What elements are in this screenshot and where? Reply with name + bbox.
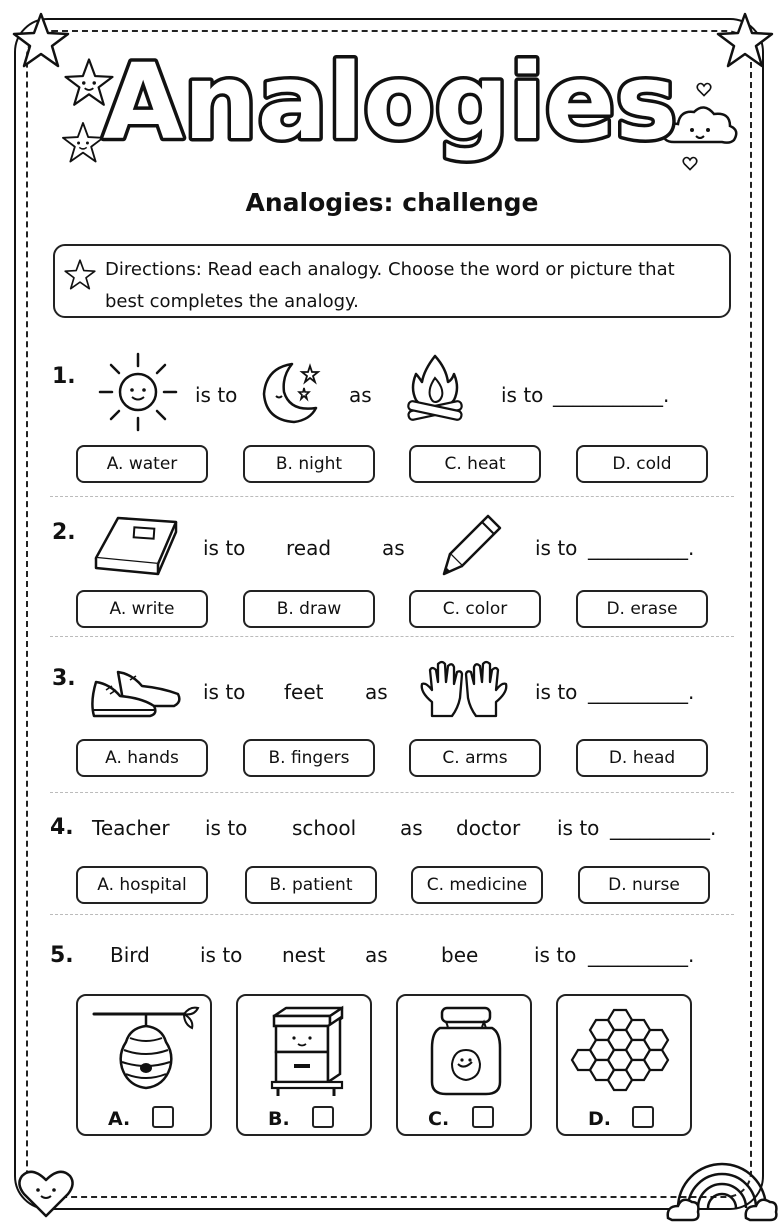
question-2-word: read <box>286 536 332 560</box>
question-5-blank: __________. <box>588 943 695 967</box>
q5-option-c-checkbox[interactable] <box>472 1106 494 1128</box>
q3-option-c[interactable]: C. arms <box>409 739 541 777</box>
question-4-word: is to <box>205 816 248 840</box>
q1-option-d[interactable]: D. cold <box>576 445 708 483</box>
question-3-word: is to <box>203 680 246 704</box>
q3-option-d[interactable]: D. head <box>576 739 708 777</box>
worksheet-title <box>102 38 678 168</box>
q5-option-c-label: C. <box>428 1108 450 1130</box>
star-icon <box>63 258 97 292</box>
q5-option-d-label: D. <box>588 1108 611 1130</box>
q2-option-c[interactable]: C. color <box>409 590 541 628</box>
section-divider <box>50 792 734 793</box>
q4-option-d[interactable]: D. nurse <box>578 866 710 904</box>
question-3-blank: __________. <box>588 680 695 704</box>
sun-icon <box>96 350 180 434</box>
question-4-word: Teacher <box>92 816 170 840</box>
q5-option-b-card[interactable] <box>236 994 372 1136</box>
gloves-icon <box>414 658 514 720</box>
question-2-word: is to <box>203 536 246 560</box>
question-2-word: is to <box>535 536 578 560</box>
honey-jar-icon <box>406 1002 526 1102</box>
q3-option-b[interactable]: B. fingers <box>243 739 375 777</box>
directions-text: Directions: Read each analogy. Choose the word or picture that best completes the analogy. <box>105 259 675 312</box>
question-4-word: is to <box>557 816 600 840</box>
question-3-word: feet <box>284 680 324 704</box>
q1-option-c[interactable]: C. heat <box>409 445 541 483</box>
pencil-icon <box>440 510 506 580</box>
rainbow-icon <box>666 1132 778 1224</box>
question-2-word: as <box>382 536 405 560</box>
question-1-blank: ___________. <box>553 383 670 407</box>
q2-option-a[interactable]: A. write <box>76 590 208 628</box>
question-4-number: 4. <box>50 815 74 840</box>
moon-icon <box>254 356 324 428</box>
sneakers-icon <box>88 664 184 720</box>
q5-option-b-label: B. <box>268 1108 290 1130</box>
honeycomb-icon <box>566 1002 686 1102</box>
question-3-word: is to <box>535 680 578 704</box>
beehive-icon <box>86 1002 206 1102</box>
question-4-word: doctor <box>456 816 521 840</box>
corner-star-icon <box>714 10 776 72</box>
section-divider <box>50 636 734 637</box>
directions-box <box>53 244 731 318</box>
campfire-icon <box>402 352 468 424</box>
q1-option-b[interactable]: B. night <box>243 445 375 483</box>
heart-icon <box>696 82 712 98</box>
q5-option-a-card[interactable] <box>76 994 212 1136</box>
question-5-word: is to <box>200 943 243 967</box>
q5-option-d-checkbox[interactable] <box>632 1106 654 1128</box>
heart-icon <box>16 1166 76 1220</box>
question-2-number: 2. <box>52 520 76 545</box>
q4-option-a[interactable]: A. hospital <box>76 866 208 904</box>
question-4-blank: __________. <box>610 816 717 840</box>
q5-option-b-checkbox[interactable] <box>312 1106 334 1128</box>
question-5-word: is to <box>534 943 577 967</box>
q3-option-a[interactable]: A. hands <box>76 739 208 777</box>
section-divider <box>50 914 734 915</box>
q5-option-c-card[interactable] <box>396 994 532 1136</box>
question-1-word: is to <box>501 383 544 407</box>
q4-option-c[interactable]: C. medicine <box>411 866 543 904</box>
question-2-blank: __________. <box>588 536 695 560</box>
question-5-number: 5. <box>50 943 74 968</box>
question-5-word: bee <box>441 943 479 967</box>
book-icon <box>90 512 180 580</box>
question-5-word: nest <box>282 943 326 967</box>
page-subtitle: Analogies: challenge <box>245 188 539 217</box>
question-5-word: Bird <box>110 943 150 967</box>
question-3-number: 3. <box>52 666 76 691</box>
q5-option-a-checkbox[interactable] <box>152 1106 174 1128</box>
q2-option-b[interactable]: B. draw <box>243 590 375 628</box>
question-1-word: as <box>349 383 372 407</box>
question-1-number: 1. <box>52 364 76 389</box>
title-text: Analogies <box>102 41 678 163</box>
q1-option-a[interactable]: A. water <box>76 445 208 483</box>
section-divider <box>50 496 734 497</box>
heart-icon <box>682 156 698 172</box>
question-4-word: school <box>292 816 357 840</box>
q5-option-a-label: A. <box>108 1108 131 1130</box>
bee-box-icon <box>246 1002 366 1102</box>
q4-option-b[interactable]: B. patient <box>245 866 377 904</box>
q5-option-d-card[interactable] <box>556 994 692 1136</box>
question-5-word: as <box>365 943 388 967</box>
question-4-word: as <box>400 816 423 840</box>
smiley-star-icon <box>60 120 106 166</box>
question-1-word: is to <box>195 383 238 407</box>
question-3-word: as <box>365 680 388 704</box>
q2-option-d[interactable]: D. erase <box>576 590 708 628</box>
